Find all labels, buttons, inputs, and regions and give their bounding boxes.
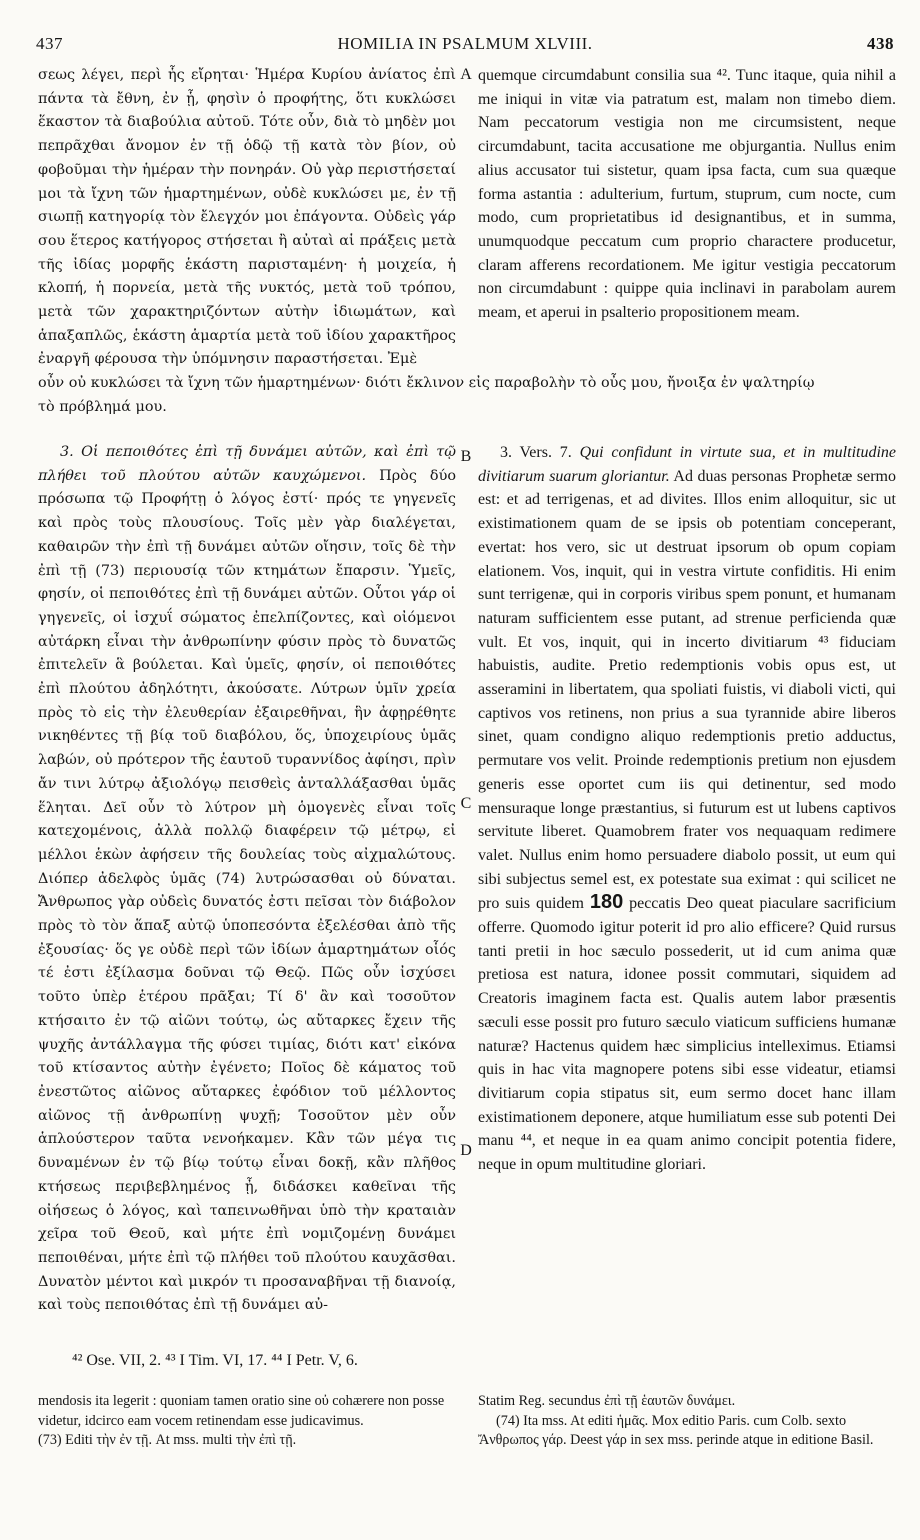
greek-column-top bbox=[38, 64, 456, 372]
note-left-73: (73) Editi τὴν ἐν τῇ. At mss. multi τὴν ἐπὶ τῇ. bbox=[38, 1432, 297, 1448]
greek-section-3-text: Πρὸς δύο πρόσωπα τῷ Προφήτῃ ὁ λόγος ἐστί· πρός τε γηγενεῖς καὶ πρὸς τοὺς πλουσίους. Τοῖς μὲν γὰρ διαλέγεται, καθαιρῶν τὴν ἐπὶ τῇ δυνάμει αὐτῶν οἴησιν, τοῖς δὲ τὴν ἐπὶ τῇ (73) περιουσίᾳ τῶν κτημάτων ἔπαρσιν. Ὑμεῖς, φησίν, οἱ πεποιθότες ἐπὶ τῇ δυνάμει αὐτῶν. Οὗτοι γάρ οἱ γηγενεῖς, οἱ ἰσχυΐ σώματος ἐπελπίζοντες, καὶ οἰόμενοι αὐτάρκη εἶναι τὴν ἀνθρωπίνην φύσιν πρὸς τὸ δυνατῶς ἐπιτελεῖν ἃ βούλεται. Καὶ ὑμεῖς, φησίν, οἱ πεποιθότες ἐπὶ πλούτου ἀδηλότητι, ἀκούσατε. Λύτρων ὑμῖν χρεία πρὸς τὸ εἰς τὴν ἐλευθερίαν ἐξαιρεθῆναι, ἣν ἀφῃρέθητε νικηθέντες τῇ βίᾳ τοῦ διαβόλου, ὅς, ὑποχειρίους ὑμᾶς λαβών, οὐ πρότερον τῆς ἑαυτοῦ τυραννίδος ἀφίησι, πρὶν ἄν τινι λύτρῳ ἀξιολόγῳ πεισθεὶς ἀνταλλάξασθαι ὑμᾶς ἕληται. Δεῖ οὖν τὸ λύτρον μὴ ὁμογενὲς εἶναι τοῖς κατεχομένοις, ἀλλὰ πολλῷ διαφέρειν τῷ μέτρῳ, εἰ μέλλοι ἑκὼν ἀφήσειν τῆς δουλείας τοὺς αἰχμαλώτους. Διόπερ ἀδελφὸς ὑμᾶς (74) λυτρώσασθαι οὐ δύναται. Ἄνθρωπος γὰρ οὐδεὶς δυνατός ἐστι πεῖσαι τὸν διάβολον πρὸς τὸ τὸν ἅπαξ αὐτῷ ὑποπεσόντα ἐξελέσθαι ἀπὸ τῆς ἐξουσίας· ὅς γε οὐδὲ περὶ τῶν ἰδίων ἁμαρτημάτων οἷός τέ ἐστι ἐξίλασμα δοῦναι τῷ Θεῷ. Πῶς οὖν ἰσχύσει τοῦτο ὑπὲρ ἑτέρου πρᾶξαι; Τί δ' ἂν καὶ τοσοῦτον κτήσαιτο ἐν τῷ αἰῶνι τούτῳ, ὡς αὔταρκες ἔχειν τῆς ψυχῆς ἀντάλλαγμα τῆς φύσει τιμίας, διότι κατ' εἰκόνα τοῦ κτίσαντος αὐτὴν ἐγένετο; Ποῖος δὲ κάματος τοῦ ἐνεστῶτος αἰῶνος αὔταρκες ἐφόδιον τοῦ μέλλοντος αἰῶνος τῇ ἀνθρωπίνῃ ψυχῇ; Τοσοῦτον μὲν οὖν ἁπλούστερον ταῦτα νενοήκαμεν. Κἂν τῶν μέγα τις δυναμένων ἐν τῷ βίῳ τούτῳ εἶναι δοκῇ, κἂν πλῆθος κτήσεως περιβεβλημένος ᾖ, διδάσκει καθεῖναι τῆς οἰήσεως ὁ λόγος, καὶ ταπεινωθῆναι ὑπὸ τὴν κραταιὰν χεῖρα τοῦ Θεοῦ, καὶ μήτε ἐπὶ νομιζομένῃ δυνάμει πεποιθέναι, μήτε ἐπὶ τῷ πλήθει τοῦ πλούτου καυχᾶσθαι. Δυνατὸν μέντοι καὶ μικρόν τι προσαναβῆναι τῇ διανοίᾳ, καὶ τοὺς πεποιθότας ἐπὶ τῇ δυνάμει αὐ- bbox=[38, 467, 456, 1314]
greek-column-main bbox=[38, 441, 456, 1318]
margin-marker-d: D bbox=[460, 1142, 472, 1159]
page-number-left: 437 bbox=[36, 34, 63, 53]
greek-section-3-heading: 3. Οἱ πεποιθότες ἐπὶ τῇ δυνάμει αὐτῶν, καὶ ἐπὶ τῷ πλήθει τοῦ πλούτου αὐτῶν καυχώμενοι. bbox=[38, 444, 456, 484]
latin-section-3-heading: Qui confidunt in virtute sua, et in multitudine divitiarum suarum gloriantur. bbox=[478, 444, 897, 485]
running-title: HOMILIA IN PSALMUM XLVIII. bbox=[337, 34, 593, 53]
greek-paragraph-1-end: τὸ πρόβλημά μου. bbox=[38, 399, 167, 415]
margin-marker-a: A bbox=[460, 66, 472, 83]
migne-page-marker: 180 bbox=[589, 891, 624, 914]
latin-section-3-text-b: peccatis Deo queat piaculare sacrificium offerre. Quomodo igitur poterit id pro alio efficere? Quid rursus tanti pretii in hoc sæculo possederit, ut id cum anima quæ pretiosa est natura, idonee possit commutari, siquidem ad Creatoris imaginem facta est. Qualis autem labor præsentis sæculi esse possit pro futuro sæculo viaticum sufficiens humanæ naturæ? Hactenus quidem hæc simplicius intelleximus. Etiamsi quis in hac vita magnopere potens sibi esse videatur, etiamsi divitiarum copia stipatus sit, eum sermo docet hanc illam existimationem deponere, atque humiliatum esse sub potenti Dei manu ⁴⁴, et neque in ea quam animo concipit potentia fidere, neque in opum multitudine gloriari. bbox=[478, 895, 897, 1174]
running-header bbox=[36, 34, 894, 56]
latin-column-top bbox=[478, 64, 896, 325]
latin-column-main bbox=[478, 441, 896, 1177]
note-right-1: Statim Reg. secundus ἐπὶ τῇ ἑαυτῶν δυνάμει. bbox=[478, 1393, 736, 1409]
latin-section-3-text-a: Ad duas personas Prophetæ sermo est: et ad terrigenas, et ad divites. Illos enim alloquitur, sic ut existimationem quam de se ipsis ob potentiam conceperant, evertat: hos vero, sic ut destruat ipsorum ob opum copiam elationem. Vos, inquit, qui in vestra virtute confiditis. Hi enim sunt terrigenæ, qui in corporis viribus spem ponunt, et humanam naturam sufficientem esse putant, ad strenue perficienda quæ vult. Et vos, inquit, qui in incerto divitiarum ⁴³ fiduciam habuistis, audite. Pretio redemptionis vobis opus est, ut asseramini in libertatem, qua spoliati fuistis, vi diaboli victi, qui captivos vos retinens, non prius a sua tyrannide abire liberos sinet, quam condigno aliquo redemptionis pretio adductus, permutare vos velit. Proinde redemptionis pretium non ejusdem generis esse oportet cum iis qui detinentur, sed modo mensuraque longe præstantius, si futurum est ut lubens captivos servitute liberet. Quamobrem frater vos nequaquam redimere valet. Nullus enim homo persuadere diabolo possit, ut eum qui sibi subjectus semel est, ex potestate sua eximat : qui scilicet ne pro suis quidem bbox=[478, 467, 896, 913]
note-left-1: mendosis ita legerit : quoniam tamen oratio sine οὐ cohærere non posse videtur, idcirco eam vocem retinendam esse judicavimus. bbox=[38, 1393, 445, 1429]
page-number-right: 438 bbox=[867, 34, 894, 53]
note-right-74: (74) Ita mss. At editi ἡμᾶς. Mox editio Paris. cum Colb. sexto Ἄνθρωπος γάρ. Deest γάρ in sex mss. perinde atque in editione Basil. bbox=[478, 1412, 874, 1448]
latin-section-3 bbox=[478, 441, 896, 1177]
margin-marker-b: B bbox=[460, 448, 472, 465]
margin-marker-c: C bbox=[460, 795, 472, 812]
notes-left bbox=[38, 1392, 456, 1451]
scripture-references: ⁴² Ose. VII, 2. ⁴³ I Tim. VI, 17. ⁴⁴ I Petr. V, 6. bbox=[72, 1352, 358, 1369]
greek-wide-line: οὖν οὐ κυκλώσει τὰ ἴχνη τῶν ἡμαρτημένων· διότι ἔκλινον εἰς παραβολὴν τὸ οὖς μου, ἤνοιξα ἐν ψαλτηρίῳ bbox=[38, 375, 815, 391]
greek-paragraph-1: σεως λέγει, περὶ ἧς εἴρηται· Ἡμέρα Κυρίου ἀνίατος ἐπὶ πάντα τὰ ἔθνη, ἐν ᾗ, φησὶν ὁ προφήτης, ὅτι κυκλώσει ἕκαστον τὰ διαβούλια αὐτοῦ. Τότε οὖν, διὰ τὸ μηδὲν μοι πεπρᾶχθαι ἄνομον ἐν τῇ ὁδῷ τῇ κατὰ τὸν βίον, οὐ φοβοῦμαι τὴν ἡμέραν τὴν πονηράν. Οὐ γὰρ περιστήσεταί μοι τὰ ἴχνη τῶν ἡμαρτημένων, οὐδὲ κυκλώσει με, ἐν τῇ σιωπῇ κατηγορίᾳ τὸν ἔλεγχόν μοι ἐπάγοντα. Οὐδεὶς γάρ σου ἕτερος κατήγορος στήσεται ἢ αὐταὶ αἱ πράξεις μετὰ τῆς ἰδίας μορφῆς ἑκάστη παρισταμένη· ἡ μοιχεία, ἡ κλοπή, ἡ πορνεία, μετὰ τῆς νυκτός, μετὰ τοῦ τρόπου, μετὰ τῶν χαρακτηριζόντων αὐτὴν ἰδιωμάτων, καὶ ἁπαξαπλῶς, ἑκάστη ἁμαρτία μετὰ τοῦ ἰδίου χαρακτῆρος ἐναργῆ φέρουσα τὴν ὑπόμνησιν παραστήσεται. Ἐμὲ bbox=[38, 67, 456, 368]
greek-section-3 bbox=[38, 441, 456, 1318]
notes-right bbox=[478, 1392, 896, 1451]
latin-paragraph-1: quemque circumdabunt consilia sua ⁴². Tunc itaque, quia nihil a me iniqui in vitæ via patratum est, malam non timebo diem. Nam peccatorum vestigia non me circumsistent, neque circumdabunt, tacita accusatione me objurgantia. Nullus enim alius accusator tui sistetur, quam ipsa facta, cum sua quæque forma astantia : adulterium, furtum, stuprum, cum nocte, cum modo, cum proprietatibus id designantibus, et in summa, unumquodque peccatum cum proprio charactere producetur, claram afferens recordationem. Me igitur vestigia peccatorum non circumdabunt : quippe quia inclinavi in parabolam aurem meam, et aperui in psalterio propositionem meam. bbox=[478, 67, 896, 322]
latin-verse-number: 3. Vers. 7. bbox=[500, 444, 572, 461]
